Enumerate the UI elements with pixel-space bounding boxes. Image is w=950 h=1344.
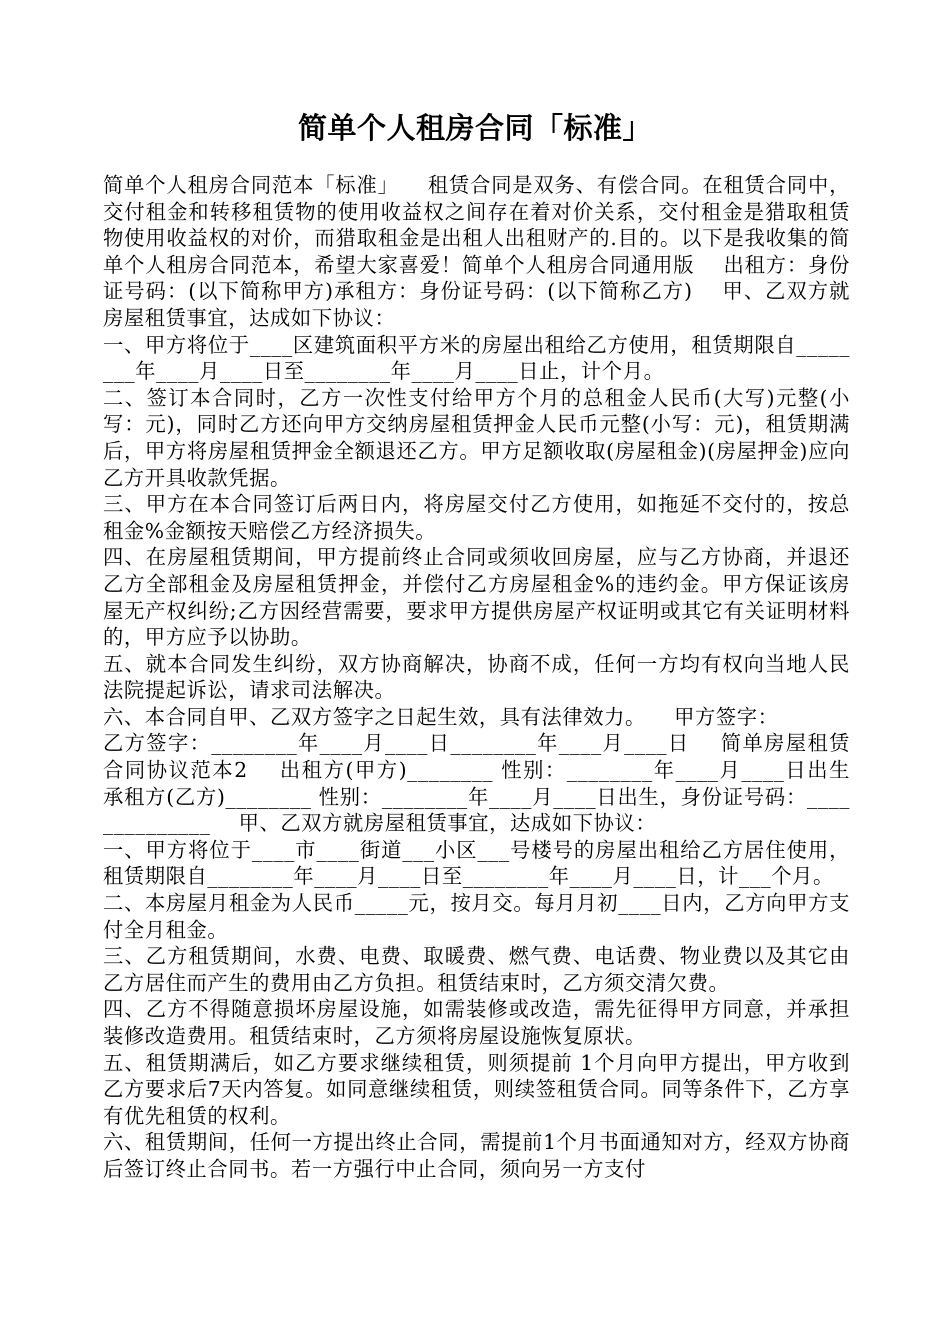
document-body: 简单个人租房合同范本「标准」 租赁合同是双务、有偿合同。在租赁合同中，交付租金和转移租赁物的使用收益权之间存在着对价关系，交付租金是猎取租赁物使用收益权的对价，而猎取租金是出租人出租财产的.目的。以下是我收集的简单个人租房合同范本，希望大家喜爱！简单个人租房合同通用版 出租方：身份证号码：(以下简称甲方)承租方：身份证号码：(以下简称乙方) 甲、乙双方就房屋租赁事宜，达成如下协议： 一、甲方将位于____区建筑面积平方米的房屋出租给乙方使用，租赁期限自________年____月____日至________年____月____日止，计个月。 二、签订本合同时，乙方一次性支付给甲方个月的总租金人民币(大写)元整(小写：元)，同时乙方还向甲方交纳房屋租赁押金人民币元整(小写：元)，租赁期满后，甲方将房屋租赁押金全额退还乙方。甲方足额收取(房屋租金)(房屋押金)应向乙方开具收款凭据。 三、甲方在本合同签订后两日内，将房屋交付乙方使用，如拖延不交付的，按总租金%金额按天赔偿乙方经济损失。 四、在房屋租赁期间，甲方提前终止合同或须收回房屋，应与乙方协商，并退还乙方全部租金及房屋租赁押金，并偿付乙方房屋租金%的违约金。甲方保证该房屋无产权纠纷;乙方因经营需要，要求甲方提供房屋产权证明或其它有关证明材料的，甲方应予以协助。 五、就本合同发生纠纷，双方协商解决，协商不成，任何一方均有权向当地人民法院提起诉讼，请求司法解决。 六、本合同自甲、乙双方签字之日起生效，具有法律效力。 甲方签字： 乙方签字：________年____月____日________年____月____日 简单房屋租赁合同协议范本2 出租方(甲方)________ 性别：________年____月____日出生 承租方(乙方)________ 性别：________年____月____日出生，身份证号码：______________ 甲、乙双方就房屋租赁事宜，达成如下协议： 一、甲方将位于____市____街道___小区___号楼号的房屋出租给乙方居住使用，租赁期限自________年____月____日至________年____月____日，计___个月。 二、本房屋月租金为人民币_____元，按月交。每月月初____日内，乙方向甲方支付全月租金。 三、乙方租赁期间，水费、电费、取暖费、燃气费、电话费、物业费以及其它由乙方居住而产生的费用由乙方负担。租赁结束时，乙方须交清欠费。 四、乙方不得随意损坏房屋设施，如需装修或改造，需先征得甲方同意，并承担装修改造费用。租赁结束时，乙方须将房屋设施恢复原状。 五、租赁期满后，如乙方要求继续租赁，则须提前 1个月向甲方提出，甲方收到乙方要求后7天内答复。如同意继续租赁，则续签租赁合同。同等条件下，乙方享有优先租赁的权利。 六、租赁期间，任何一方提出终止合同，需提前1个月书面通知对方，经双方协商后签订终止合同书。若一方强行中止合同，须向另一方支付 <box>103 173 850 1181</box>
document-title: 简单个人租房合同「标准」 <box>297 111 652 145</box>
